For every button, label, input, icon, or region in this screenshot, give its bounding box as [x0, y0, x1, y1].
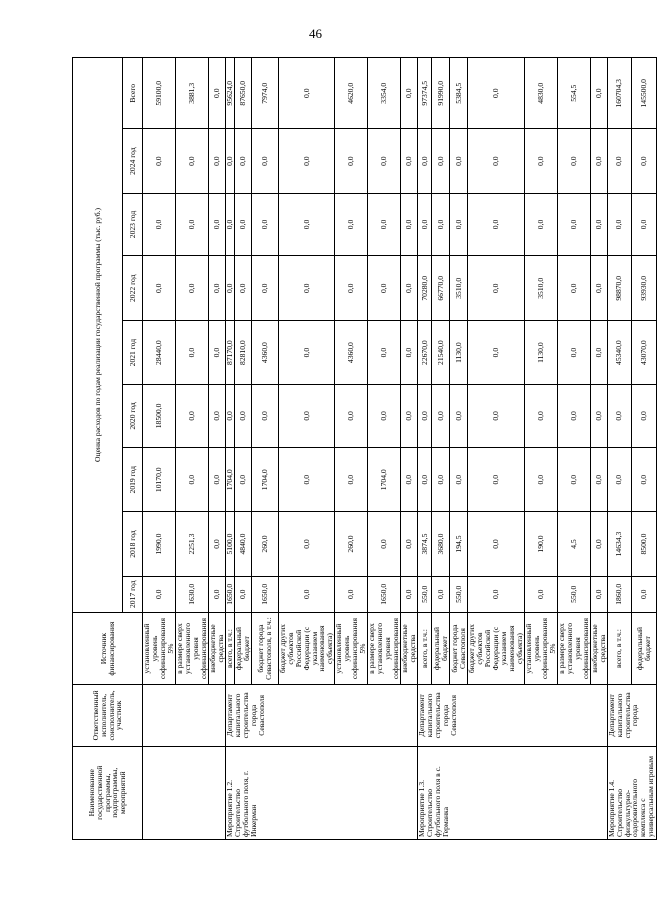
value-cell: 0,0	[557, 321, 590, 384]
value-total-cell: 145500,0	[631, 58, 656, 130]
value-cell: 0,0	[631, 129, 656, 193]
header-year: 2022 год	[123, 256, 143, 321]
value-cell: 0,0	[590, 321, 607, 384]
value-cell: 1630,0	[175, 576, 208, 612]
measure-name: Мероприятие 1.4. Строительство физкультурно-оздоровительного комплекса с универсальным игровым	[607, 746, 656, 839]
funding-source: бюджет других субъектов Российской Федерации (с указанием наименования субъекта)	[468, 612, 525, 684]
value-cell: 3680,0	[432, 512, 450, 576]
value-cell: 4360,0	[251, 321, 278, 384]
value-cell: 0,0	[143, 129, 176, 193]
value-total-cell: 87650,0	[234, 58, 251, 130]
value-cell: 0,0	[234, 448, 251, 512]
value-cell: 1860,0	[607, 576, 631, 612]
value-cell: 0,0	[234, 193, 251, 255]
value-cell: 550,0	[450, 576, 468, 612]
funding-source: внебюджетные средства	[401, 612, 418, 684]
value-cell: 1990,0	[143, 512, 176, 576]
value-cell: 0,0	[368, 512, 401, 576]
value-cell: 0,0	[175, 384, 208, 447]
value-cell: 1650,0	[225, 576, 234, 612]
value-cell: 8500,0	[631, 512, 656, 576]
value-cell: 18500,0	[143, 384, 176, 447]
value-cell: 0,0	[607, 448, 631, 512]
value-cell: 0,0	[335, 576, 368, 612]
value-cell: 0,0	[557, 256, 590, 321]
header-year: 2018 год	[123, 512, 143, 576]
value-cell: 0,0	[557, 384, 590, 447]
value-cell: 0,0	[208, 512, 225, 576]
page-number: 46	[309, 26, 322, 41]
value-cell: 82810,0	[234, 321, 251, 384]
header-year: 2023 год	[123, 193, 143, 255]
value-total-cell: 3881,3	[175, 58, 208, 130]
value-cell: 0,0	[401, 256, 418, 321]
value-total-cell: 97374,5	[418, 58, 432, 130]
header-total: Всего	[123, 58, 143, 130]
value-cell: 43070,0	[631, 321, 656, 384]
value-cell: 0,0	[175, 448, 208, 512]
value-cell: 1650,0	[368, 576, 401, 612]
value-cell: 260,0	[335, 512, 368, 576]
value-cell: 0,0	[418, 448, 432, 512]
value-cell: 1650,0	[251, 576, 278, 612]
value-cell: 0,0	[208, 129, 225, 193]
value-cell: 0,0	[143, 576, 176, 612]
value-total-cell: 554,5	[557, 58, 590, 130]
value-cell: 10170,0	[143, 448, 176, 512]
table-row	[225, 58, 234, 840]
value-cell: 0,0	[208, 384, 225, 447]
value-cell: 550,0	[557, 576, 590, 612]
funding-source: в размере сверх установленного уровня софинансирования	[557, 612, 590, 684]
value-cell: 0,0	[524, 193, 557, 255]
measure-responsible: Департамент капитального строительства города	[607, 685, 656, 746]
value-cell: 0,0	[607, 384, 631, 447]
value-total-cell: 3354,0	[368, 58, 401, 130]
value-cell: 0,0	[468, 384, 525, 447]
value-cell: 0,0	[468, 129, 525, 193]
value-cell: 14634,3	[607, 512, 631, 576]
value-cell: 0,0	[368, 193, 401, 255]
value-cell: 0,0	[368, 129, 401, 193]
value-cell: 0,0	[278, 576, 335, 612]
budget-table	[72, 57, 657, 840]
table-body	[143, 58, 657, 840]
value-cell: 0,0	[234, 384, 251, 447]
header-year: 2019 год	[123, 448, 143, 512]
value-cell: 0,0	[401, 512, 418, 576]
funding-source: установленный уровень софинансирования 5%	[335, 612, 368, 684]
value-cell: 0,0	[524, 384, 557, 447]
value-cell: 0,0	[251, 129, 278, 193]
value-cell: 190,0	[524, 512, 557, 576]
funding-source: бюджет города Севастополя, в т.ч.:	[251, 612, 278, 684]
value-cell: 0,0	[225, 129, 234, 193]
value-cell: 0,0	[450, 384, 468, 447]
value-cell: 0,0	[450, 448, 468, 512]
value-cell: 0,0	[208, 193, 225, 255]
header-year: 2024 год	[123, 129, 143, 193]
value-cell: 0,0	[225, 256, 234, 321]
value-cell: 0,0	[557, 129, 590, 193]
measure-name: Мероприятие 1.2. Строительство футбольного поля, г. Инкерман	[225, 746, 417, 839]
value-cell: 0,0	[468, 193, 525, 255]
value-cell: 98870,0	[607, 256, 631, 321]
value-cell: 0,0	[468, 321, 525, 384]
header-name: Наименование государственной программы, подпрограммы, мероприятий	[73, 746, 143, 839]
value-cell: 0,0	[401, 448, 418, 512]
value-cell: 0,0	[335, 193, 368, 255]
value-cell: 45340,0	[607, 321, 631, 384]
value-cell: 1704,0	[251, 448, 278, 512]
value-cell: 0,0	[524, 448, 557, 512]
header-estimate: Оценка расходов по годам реализации государственной программы (тыс. руб.)	[73, 58, 123, 613]
value-cell: 260,0	[251, 512, 278, 576]
table-container	[72, 57, 656, 840]
value-cell: 0,0	[590, 256, 607, 321]
measure-name	[143, 746, 226, 839]
value-cell: 0,0	[432, 448, 450, 512]
value-cell: 0,0	[278, 512, 335, 576]
funding-source: федеральный бюджет	[234, 612, 251, 684]
value-cell: 0,0	[278, 384, 335, 447]
value-cell: 0,0	[631, 448, 656, 512]
value-cell: 0,0	[607, 129, 631, 193]
measure-responsible: Департамент капитального строительства города Севастополя	[418, 685, 607, 746]
value-cell: 0,0	[590, 129, 607, 193]
value-cell: 0,0	[468, 512, 525, 576]
value-cell: 0,0	[143, 193, 176, 255]
funding-source: всего, в т.ч.:	[225, 612, 234, 684]
value-cell: 5100,0	[225, 512, 234, 576]
value-cell: 3510,0	[450, 256, 468, 321]
funding-source: всего, в т.ч.:	[607, 612, 631, 684]
value-cell: 0,0	[208, 321, 225, 384]
value-cell: 4,5	[557, 512, 590, 576]
value-cell: 1130,0	[450, 321, 468, 384]
funding-source: установленный уровень софинансирования 5%	[524, 612, 557, 684]
value-cell: 0,0	[208, 576, 225, 612]
value-cell: 0,0	[143, 256, 176, 321]
value-cell: 0,0	[607, 193, 631, 255]
value-cell: 0,0	[225, 193, 234, 255]
table-row	[143, 58, 176, 840]
value-cell: 0,0	[450, 129, 468, 193]
value-cell: 0,0	[590, 576, 607, 612]
value-cell: 0,0	[335, 256, 368, 321]
value-cell: 0,0	[468, 576, 525, 612]
value-total-cell: 91990,0	[432, 58, 450, 130]
value-cell: 0,0	[590, 512, 607, 576]
table-row	[418, 58, 432, 840]
value-cell: 0,0	[590, 193, 607, 255]
value-cell: 21540,0	[432, 321, 450, 384]
value-cell: 0,0	[401, 384, 418, 447]
value-cell: 0,0	[557, 448, 590, 512]
value-cell: 4840,0	[234, 512, 251, 576]
value-cell: 0,0	[251, 256, 278, 321]
value-cell: 0,0	[175, 256, 208, 321]
value-cell: 0,0	[418, 384, 432, 447]
funding-source: бюджет других субъектов Российской Федерации (с указанием наименования субъекта)	[278, 612, 335, 684]
value-cell: 0,0	[225, 384, 234, 447]
value-cell: 0,0	[631, 576, 656, 612]
value-cell: 0,0	[524, 576, 557, 612]
value-cell: 0,0	[590, 448, 607, 512]
funding-source: внебюджетные средства	[208, 612, 225, 684]
value-cell: 0,0	[175, 193, 208, 255]
value-total-cell: 0,0	[401, 58, 418, 130]
value-cell: 0,0	[432, 576, 450, 612]
value-cell: 0,0	[368, 384, 401, 447]
header-year: 2021 год	[123, 321, 143, 384]
value-cell: 0,0	[175, 129, 208, 193]
funding-source: всего, в т.ч.:	[418, 612, 432, 684]
value-total-cell: 4620,0	[335, 58, 368, 130]
value-cell: 0,0	[418, 129, 432, 193]
value-cell: 1130,0	[524, 321, 557, 384]
value-total-cell: 7974,0	[251, 58, 278, 130]
table-row	[607, 58, 631, 840]
value-cell: 0,0	[524, 129, 557, 193]
header-responsible: Ответственный исполнитель, соисполнитель, участник	[73, 685, 143, 746]
value-cell: 3510,0	[524, 256, 557, 321]
value-cell: 0,0	[208, 448, 225, 512]
value-cell: 0,0	[251, 193, 278, 255]
value-total-cell: 59100,0	[143, 58, 176, 130]
value-total-cell: 160704,3	[607, 58, 631, 130]
value-cell: 0,0	[401, 576, 418, 612]
value-cell: 0,0	[251, 384, 278, 447]
value-cell: 0,0	[468, 448, 525, 512]
value-cell: 0,0	[335, 384, 368, 447]
value-total-cell: 0,0	[278, 58, 335, 130]
value-total-cell: 0,0	[208, 58, 225, 130]
value-cell: 0,0	[208, 256, 225, 321]
value-cell: 0,0	[368, 256, 401, 321]
value-cell: 0,0	[335, 448, 368, 512]
value-cell: 0,0	[278, 448, 335, 512]
funding-source: внебюджетные средства	[590, 612, 607, 684]
funding-source: бюджет города Севастополя	[450, 612, 468, 684]
value-cell: 0,0	[468, 256, 525, 321]
value-cell: 0,0	[432, 384, 450, 447]
value-cell: 3874,5	[418, 512, 432, 576]
value-cell: 28440,0	[143, 321, 176, 384]
value-cell: 0,0	[631, 193, 656, 255]
value-total-cell: 0,0	[590, 58, 607, 130]
value-cell: 0,0	[401, 193, 418, 255]
value-cell: 1704,0	[368, 448, 401, 512]
value-cell: 550,0	[418, 576, 432, 612]
value-cell: 0,0	[401, 321, 418, 384]
value-cell: 2251,3	[175, 512, 208, 576]
value-cell: 0,0	[401, 129, 418, 193]
value-cell: 0,0	[418, 193, 432, 255]
value-cell: 0,0	[278, 193, 335, 255]
value-cell: 0,0	[278, 256, 335, 321]
value-cell: 0,0	[234, 256, 251, 321]
value-cell: 70280,0	[418, 256, 432, 321]
header-year: 2017 год	[123, 576, 143, 612]
measure-name: Мероприятие 1.3. Строительство футбольного поля в с. Германка	[418, 746, 607, 839]
value-total-cell: 4830,0	[524, 58, 557, 130]
measure-responsible	[143, 685, 226, 746]
value-cell: 0,0	[335, 129, 368, 193]
value-cell: 194,5	[450, 512, 468, 576]
value-cell: 93930,0	[631, 256, 656, 321]
funding-source: в размере сверх установленного уровня софинансирования	[175, 612, 208, 684]
value-cell: 0,0	[590, 384, 607, 447]
value-cell: 0,0	[432, 193, 450, 255]
value-cell: 0,0	[631, 384, 656, 447]
funding-source: установленный уровень софинансирования 5%	[143, 612, 176, 684]
value-cell: 0,0	[278, 129, 335, 193]
value-total-cell: 0,0	[468, 58, 525, 130]
funding-source: федеральный бюджет	[631, 612, 656, 684]
value-cell: 0,0	[234, 576, 251, 612]
funding-source: в размере сверх установленного уровня софинансирования	[368, 612, 401, 684]
value-total-cell: 5384,5	[450, 58, 468, 130]
value-cell: 22670,0	[418, 321, 432, 384]
funding-source: федеральный бюджет	[432, 612, 450, 684]
value-cell: 66770,0	[432, 256, 450, 321]
value-total-cell: 95624,0	[225, 58, 234, 130]
value-cell: 0,0	[432, 129, 450, 193]
header-year: 2020 год	[123, 384, 143, 447]
value-cell: 0,0	[450, 193, 468, 255]
value-cell: 0,0	[557, 193, 590, 255]
table-header	[73, 58, 143, 840]
value-cell: 87170,0	[225, 321, 234, 384]
value-cell: 0,0	[234, 129, 251, 193]
value-cell: 0,0	[368, 321, 401, 384]
value-cell: 1704,0	[225, 448, 234, 512]
measure-responsible: Департамент капитального строительства города Севастополя	[225, 685, 417, 746]
header-source: Источник финансирования	[73, 612, 143, 684]
value-cell: 4360,0	[335, 321, 368, 384]
value-cell: 0,0	[175, 321, 208, 384]
value-cell: 0,0	[278, 321, 335, 384]
rotated-table-frame	[72, 57, 656, 840]
